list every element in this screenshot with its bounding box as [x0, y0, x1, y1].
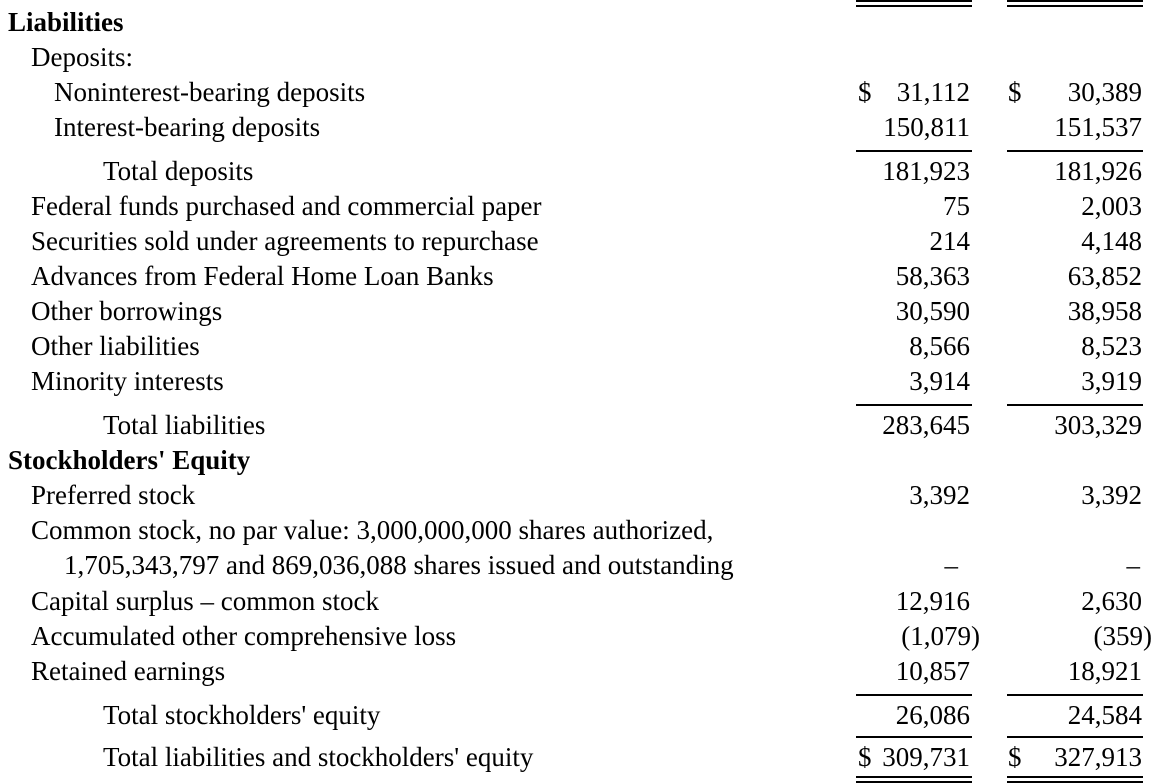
table-row [0, 548, 1158, 582]
value-col1: 26,086 [895, 700, 970, 730]
bottom-double-rule-col2b [1007, 781, 1143, 783]
subtotal-rule [856, 404, 972, 406]
section-heading: Stockholders' Equity [8, 445, 251, 475]
row-label: Advances from Federal Home Loan Banks [31, 261, 494, 291]
value-col1: 3,914 [909, 366, 970, 396]
row-label: Deposits: [31, 42, 134, 72]
row-label: Total liabilities and stockholders' equity [103, 742, 534, 772]
row-label: Common stock, no par value: 3,000,000,000 shares authorized, [31, 515, 714, 545]
table-row [0, 619, 1158, 653]
row-label: Securities sold under agreements to repurchase [31, 226, 539, 256]
value-col1: 10,857 [895, 656, 970, 686]
subtotal-rule [1007, 736, 1143, 738]
table-row [0, 584, 1158, 618]
table-row [0, 329, 1158, 363]
row-label: Noninterest-bearing deposits [54, 77, 366, 107]
value-col2: 303,329 [1054, 410, 1142, 440]
table-row [0, 698, 1158, 732]
bottom-double-rule-col1a [856, 776, 972, 778]
value-col1: 58,363 [895, 261, 970, 291]
row-label: Accumulated other comprehensive loss [31, 621, 457, 651]
liabilities-heading-row [0, 5, 1158, 39]
table-row [0, 294, 1158, 328]
row-label: Total deposits [103, 156, 254, 186]
value-col2: – [1126, 550, 1140, 580]
row-label: Other borrowings [31, 296, 223, 326]
subtotal-rule [1007, 150, 1143, 152]
value-col1: 30,590 [895, 296, 970, 326]
value-col2: (359) [1093, 621, 1152, 651]
section-heading: Liabilities [8, 7, 124, 37]
value-col1: – [944, 550, 958, 580]
value-col1: 181,923 [882, 156, 970, 186]
subtotal-rule [856, 150, 972, 152]
value-col2: 2,630 [1081, 586, 1142, 616]
row-label: Federal funds purchased and commercial paper [31, 191, 542, 221]
dollar-sign: $ [858, 742, 872, 772]
table-row [0, 75, 1158, 109]
value-col2: 327,913 [1054, 742, 1142, 772]
top-double-rule-col1a [856, 0, 972, 2]
deposits-heading-row [0, 40, 1158, 74]
top-double-rule-col2a [1007, 0, 1143, 2]
row-label: Total liabilities [103, 410, 266, 440]
value-col2: 38,958 [1067, 296, 1142, 326]
value-col2: 4,148 [1081, 226, 1142, 256]
table-row [0, 154, 1158, 188]
value-col1: 283,645 [882, 410, 970, 440]
value-col1: 309,731 [882, 742, 970, 772]
table-row [0, 408, 1158, 442]
row-label-continuation: 1,705,343,797 and 869,036,088 shares issued and outstanding [64, 550, 734, 580]
value-col1: (1,079) [901, 621, 980, 651]
table-row [0, 513, 1158, 547]
value-col2: 3,392 [1081, 480, 1142, 510]
subtotal-rule [856, 736, 972, 738]
value-col2: 2,003 [1081, 191, 1142, 221]
row-label: Retained earnings [31, 656, 226, 686]
table-row [0, 478, 1158, 512]
value-col1: 3,392 [909, 480, 970, 510]
bottom-double-rule-col1b [856, 781, 972, 783]
table-row [0, 364, 1158, 398]
value-col1: 214 [929, 226, 970, 256]
value-col2: 63,852 [1067, 261, 1142, 291]
value-col2: 30,389 [1067, 77, 1142, 107]
value-col2: 151,537 [1054, 112, 1142, 142]
table-row [0, 189, 1158, 223]
row-label: Total stockholders' equity [103, 700, 381, 730]
value-col2: 8,523 [1081, 331, 1142, 361]
subtotal-rule [1007, 694, 1143, 696]
value-col2: 3,919 [1081, 366, 1142, 396]
subtotal-rule [1007, 404, 1143, 406]
subtotal-rule [856, 694, 972, 696]
value-col1: 150,811 [883, 112, 970, 142]
table-row [0, 259, 1158, 293]
row-label: Preferred stock [31, 480, 196, 510]
value-col2: 24,584 [1067, 700, 1142, 730]
value-col1: 31,112 [896, 77, 970, 107]
value-col1: 8,566 [909, 331, 970, 361]
dollar-sign: $ [1008, 77, 1022, 107]
dollar-sign: $ [1008, 742, 1022, 772]
value-col1: 75 [943, 191, 970, 221]
row-label: Minority interests [31, 366, 224, 396]
table-row [0, 110, 1158, 144]
value-col2: 18,921 [1067, 656, 1142, 686]
row-label: Capital surplus – common stock [31, 586, 379, 616]
table-row [0, 654, 1158, 688]
table-row [0, 740, 1158, 774]
value-col2: 181,926 [1054, 156, 1142, 186]
equity-heading-row [0, 443, 1158, 477]
dollar-sign: $ [858, 77, 872, 107]
table-row [0, 224, 1158, 258]
row-label: Other liabilities [31, 331, 200, 361]
bottom-double-rule-col2a [1007, 776, 1143, 778]
value-col1: 12,916 [895, 586, 970, 616]
row-label: Interest-bearing deposits [54, 112, 321, 142]
